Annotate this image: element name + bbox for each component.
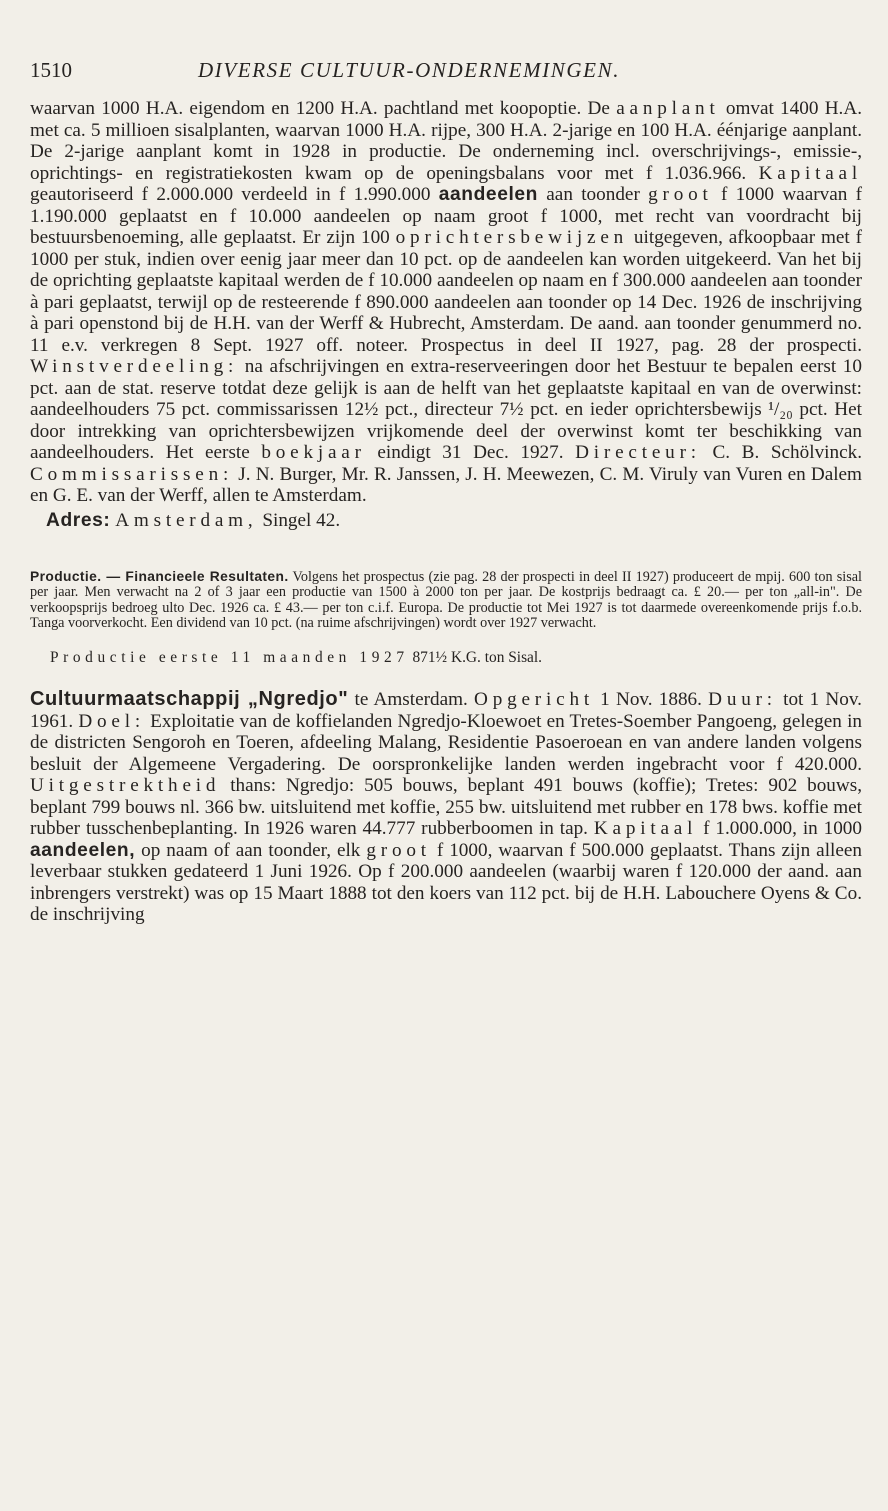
text-run: f 1000 waarvan f 1.190.000 geplaatst en f 10.000 aandeelen op naam groot f 1000, met recht van voordracht bij bestuursbenoeming, alle geplaatst. Er zijn 100 (30, 184, 863, 248)
text-run: op naam of aan toonder, elk (135, 839, 367, 861)
spaced-term: Winstverdeeling: (30, 356, 239, 377)
production-value: 871½ K.G. ton Sisal. (408, 649, 543, 667)
spaced-term: oprichtersbewijzen (395, 227, 629, 248)
spaced-term: Commissarissen: (30, 463, 234, 485)
text-run: omvat 1400 H.A. met ca. 5 millioen sisalplanten, waarvan 1000 H.A. rijpe, 300 H.A. 2-jarige en 100 H.A. éénjarige aanplant. De 2-jarige aanplant komt in 1928 in productie. De onderneming incl. overschrijvings-, emissie-, oprichtings- en registratiekosten kwam op de openingsbalans voor met f 1.036.966. (30, 98, 862, 184)
company-description-paragraph (30, 98, 862, 507)
bold-term: aandeelen, (30, 839, 136, 861)
production-label: Productie eerste 11 maanden 1927 (50, 649, 409, 667)
page-number: 1510 (30, 58, 72, 82)
text-run: waarvan 1000 H.A. eigendom en 1200 H.A. pachtland met koopoptie. De (30, 98, 617, 119)
spaced-term: Uitgestrektheid (30, 775, 221, 797)
page-header (30, 58, 862, 98)
address-street: Singel 42. (257, 509, 341, 531)
text-run: te Amsterdam. (348, 689, 475, 711)
spaced-term: Kapitaal (758, 162, 862, 184)
text-run: thans: Ngredjo: 505 bouws, beplant 491 bouws (koffie); Tretes: 902 bouws, beplant 799 bouws nl. 366 bw. uitsluitend met koffie, 255 bw. uitsluitend met rubber en 178 bws. koffie met rubber tusschenbeplanting. In 1926 waren 44.777 rubberboomen in tap. (30, 775, 862, 840)
text-run: tot 1 Nov. 1961. (30, 689, 862, 732)
running-title: DIVERSE CULTUUR-ONDERNEMINGEN. (198, 58, 621, 82)
company-entry-ngredjo (30, 689, 862, 926)
bold-term: aandeelen (438, 184, 538, 205)
financial-results-note (30, 569, 862, 631)
text-run: Volgens het prospectus (zie pag. 28 der prospecti in deel II 1927) produceert de mpij. 600 ton sisal per jaar. Men verwacht na 2 of 3 jaar een productie van 1500 à 2000 ton per jaar. De kostprijs bedraagt ca. £ 20.— per ton „all-in". De verkoopsprijs bedroeg ulto Dec. 1926 ca. £ 43.— per ton c.i.f. Europa. De productie tot Mei 1927 is tot daarmede overeenkomende prijs f.o.b. Tanga voorverkocht. Een dividend van 10 pct. (na ruime afschrijvingen) wordt over 1927 verwacht. (30, 569, 862, 631)
spaced-term: Directeur: (575, 442, 701, 463)
production-line (50, 649, 862, 667)
text-run: J. N. Burger, Mr. R. Janssen, J. H. Meewezen, C. M. Viruly van Vuren en Dalem en G. E. van der Werff, allen te Amsterdam. (30, 463, 862, 506)
text-run: eindigt 31 Dec. 1927. (365, 442, 576, 463)
spaced-term: Kapitaal (593, 818, 698, 840)
text-run: f 1000, waarvan f 500.000 geplaatst. Thans zijn alleen leverbaar stukken gedateerd 1 Juni 1926. Op f 200.000 aandeelen (waarbij waren f 120.000 der aand. aan inbrengers verstrekt) was op 15 Maart 1888 tot den koers van 112 pct. bij de H.H. Labouchere Oyens & Co. de inschrijving (30, 839, 862, 926)
spaced-term: groot (648, 184, 713, 205)
text-run: C. B. Schölvinck. (700, 442, 863, 463)
address-label: Adres: (46, 509, 111, 531)
company-name: Cultuurmaatschappij „Ngredjo" (30, 688, 349, 711)
text-run: aan toonder (537, 184, 649, 205)
text-run: uitgegeven, afkoopbaar met f 1000 per stuk, indien over eenig jaar meer dan 10 pct. op de aandeelen kan worden uitgekeerd. Van het bij de oprichting geplaatste kapitaal werden de f 10.000 aandeelen op naam en f 300.000 aandeelen aan toonder à pari geplaatst, terwijl op de resteerende f 890.000 aandeelen aan toonder op 14 Dec. 1926 de inschrijving à pari openstond bij de H.H. van der Werff & Hubrecht, Amsterdam. De aand. aan toonder genummerd no. 11 e.v. verkregen 8 Sept. 1927 off. noteer. Prospectus in deel II 1927, pag. 28 der prospecti. (30, 227, 863, 356)
spaced-term: groot (366, 839, 431, 861)
text-run: 1 Nov. 1886. (593, 689, 709, 711)
address-city: Amsterdam, (115, 509, 258, 531)
bold-term: Productie. — Financieele Resultaten. (30, 569, 289, 584)
text-run: na afschrijvingen en extra-reserveeringen door het Bestuur te bepalen eerst 10 pct. aan de stat. reserve totdat deze gelijk is aan de helft van het geplaatste kapitaal en van de overwinst: aandeelhouders 75 pct. commissarissen 12½ pct., directeur 7½ pct. en ieder oprichtersbewijs ¹/₂₀ pct. Het door intrekking van oprichtersbewijzen vrijkomende deel der overwinst komt ter beschikking van aandeelhouders. Het eerste (30, 356, 862, 463)
spaced-term: aanplant (616, 98, 720, 119)
spaced-term: boekjaar (261, 442, 366, 463)
address-line (46, 510, 862, 532)
text-run: geautoriseerd f 2.000.000 verdeeld in f 1.990.000 (30, 184, 439, 205)
text-run: Exploitatie van de koffielanden Ngredjo-Kloewoet en Tretes-Soember Pangoeng, gelegen in de districten Sengoroh en Toeren, afdeeling Malang, Residentie Pasoeroean en van andere landen volgens besluit der Algemeene Vergadering. De oorspronkelijke landen werden ingebracht voor f 420.000. (30, 710, 862, 775)
spaced-term: Opgericht (474, 689, 594, 711)
spaced-term: Doel: (78, 710, 145, 732)
text-run: f 1.000.000, in 1000 (697, 818, 862, 840)
spaced-term: Duur: (708, 689, 777, 711)
